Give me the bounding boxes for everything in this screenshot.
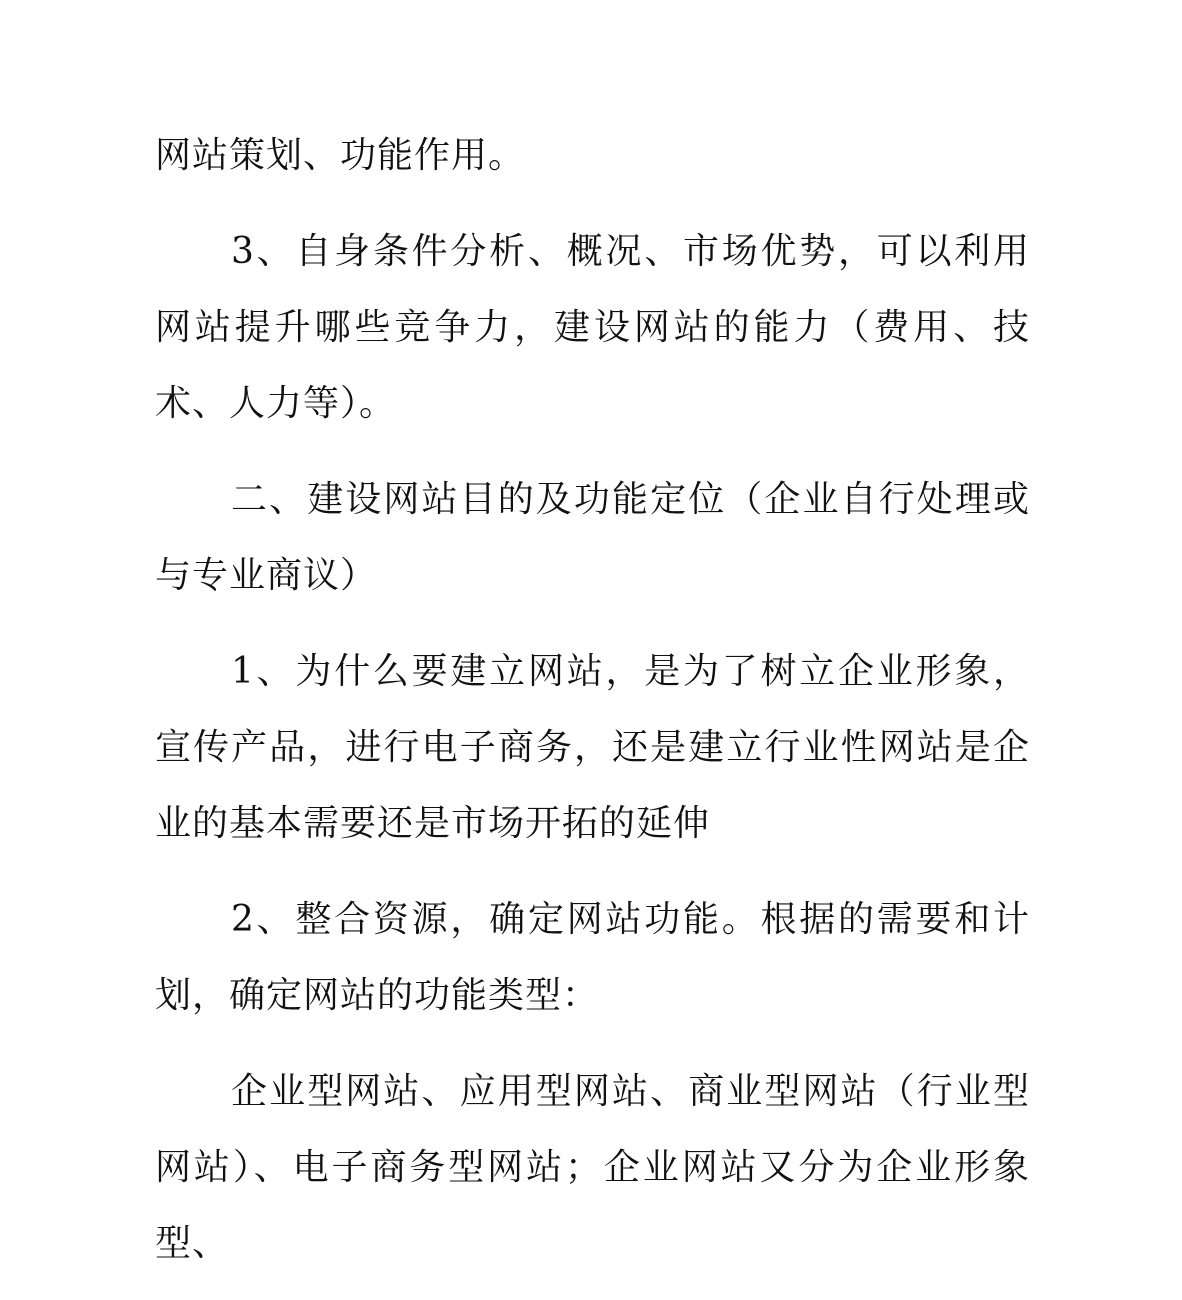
paragraph-integrate-resources: 2、整合资源，确定网站功能。根据的需要和计划，确定网站的功能类型：	[155, 899, 1030, 1016]
paragraph-gap	[155, 862, 1030, 882]
paragraph-gap	[155, 194, 1030, 214]
document-page	[155, 118, 1030, 1282]
section-heading-purpose: 二、建设网站目的及功能定位（企业自行处理或与专业商议）	[155, 479, 1030, 596]
paragraph-gap	[155, 1034, 1030, 1054]
paragraph-site-types: 企业型网站、应用型网站、商业型网站（行业型网站）、电子商务型网站；企业网站又分为企业形象型、	[155, 1071, 1030, 1264]
paragraph-gap	[155, 442, 1030, 462]
paragraph-self-analysis: 3、自身条件分析、概况、市场优势，可以利用网站提升哪些竞争力，建设网站的能力（费用、技术、人力等）。	[155, 231, 1030, 424]
paragraph-gap	[155, 614, 1030, 634]
paragraph-intro-tail: 网站策划、功能作用。	[155, 135, 526, 176]
paragraph-why-build: 1、为什么要建立网站，是为了树立企业形象，宣传产品，进行电子商务，还是建立行业性网站是企业的基本需要还是市场开拓的延伸	[155, 651, 1030, 844]
